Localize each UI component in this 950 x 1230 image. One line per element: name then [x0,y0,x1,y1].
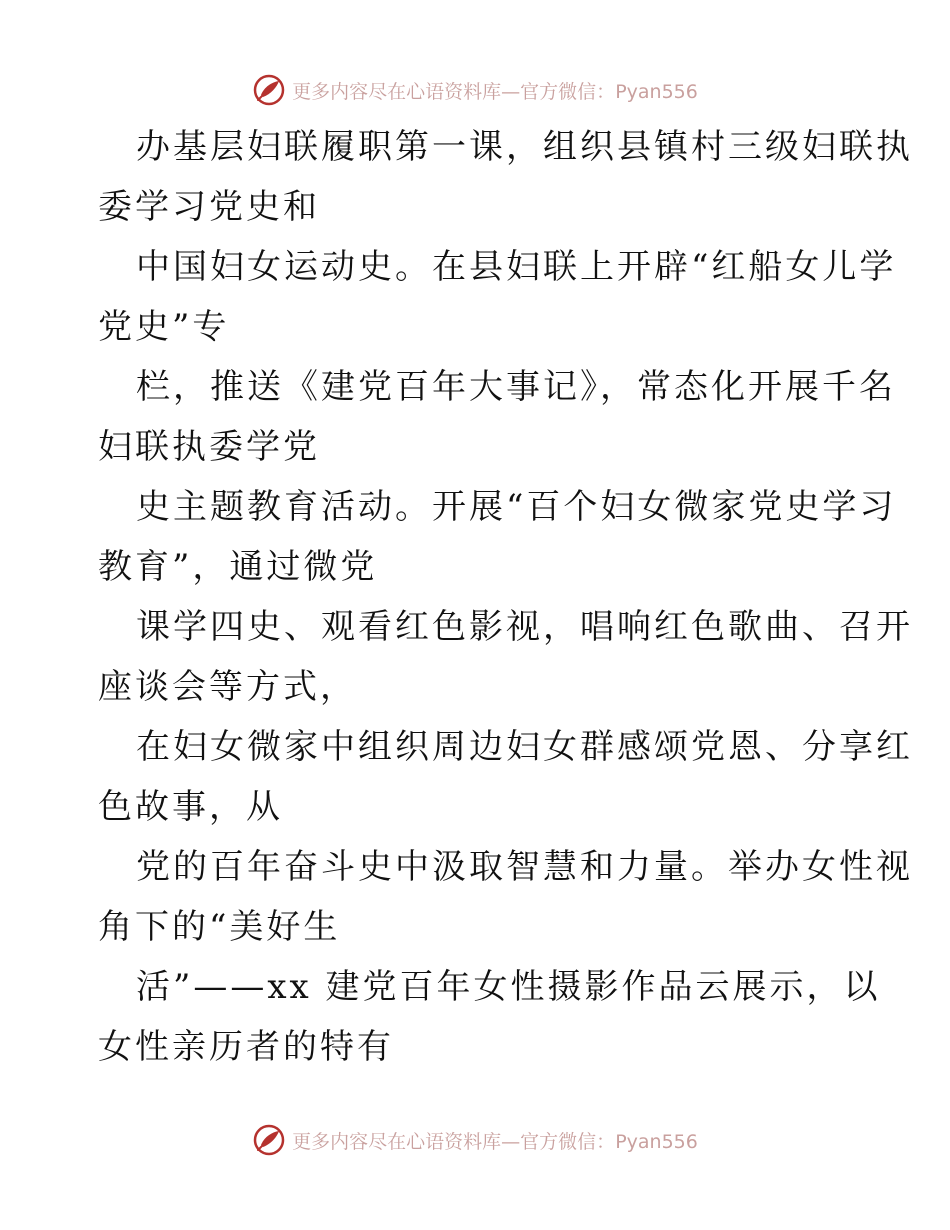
header-brand: 更多内容尽在心语资料库 [292,80,502,103]
footer-dash: — [501,1130,521,1153]
header-banner [0,70,950,110]
body-line: 角下的“美好生 [98,907,341,947]
body-line: 座谈会等方式， [98,667,357,707]
header-wechat-label: 官方微信： [520,80,616,103]
body-line: 委学习党史和 [98,187,320,227]
body-line: 女性亲历者的特有 [98,1027,394,1067]
body-line: 中国妇女运动史。在县妇联上开辟“红船女儿学 [136,247,897,287]
pen-logo-icon [252,73,286,107]
footer-brand: 更多内容尽在心语资料库 [292,1130,502,1153]
body-line: 在妇女微家中组织周边妇女群感颂党恩、分享红 [136,727,913,767]
footer-wechat-label: 官方微信： [520,1130,616,1153]
body-line: 教育”，通过微党 [98,547,378,587]
header-dash: — [501,80,521,103]
footer-wechat-id: Pyan556 [615,1130,698,1153]
body-line: 活”——xx 建党百年女性摄影作品云展示，以 [136,967,881,1007]
body-line: 课学四史、观看红色影视，唱响红色歌曲、召开 [136,607,913,647]
body-line: 色故事，从 [98,787,283,827]
body-line: 办基层妇联履职第一课，组织县镇村三级妇联执 [136,127,913,167]
header-wechat-id: Pyan556 [615,80,698,103]
body-line: 栏，推送《建党百年大事记》，常态化开展千名 [136,367,896,407]
body-line: 党史”专 [98,307,230,347]
document-body [98,117,913,1077]
footer-banner-text [292,1127,698,1154]
pen-logo-icon [252,1123,286,1157]
body-line: 党的百年奋斗史中汲取智慧和力量。举办女性视 [136,847,913,887]
header-banner-text [292,77,698,104]
body-line: 妇联执委学党 [98,427,320,467]
footer-banner [0,1120,950,1160]
body-line: 史主题教育活动。开展“百个妇女微家党史学习 [136,487,897,527]
